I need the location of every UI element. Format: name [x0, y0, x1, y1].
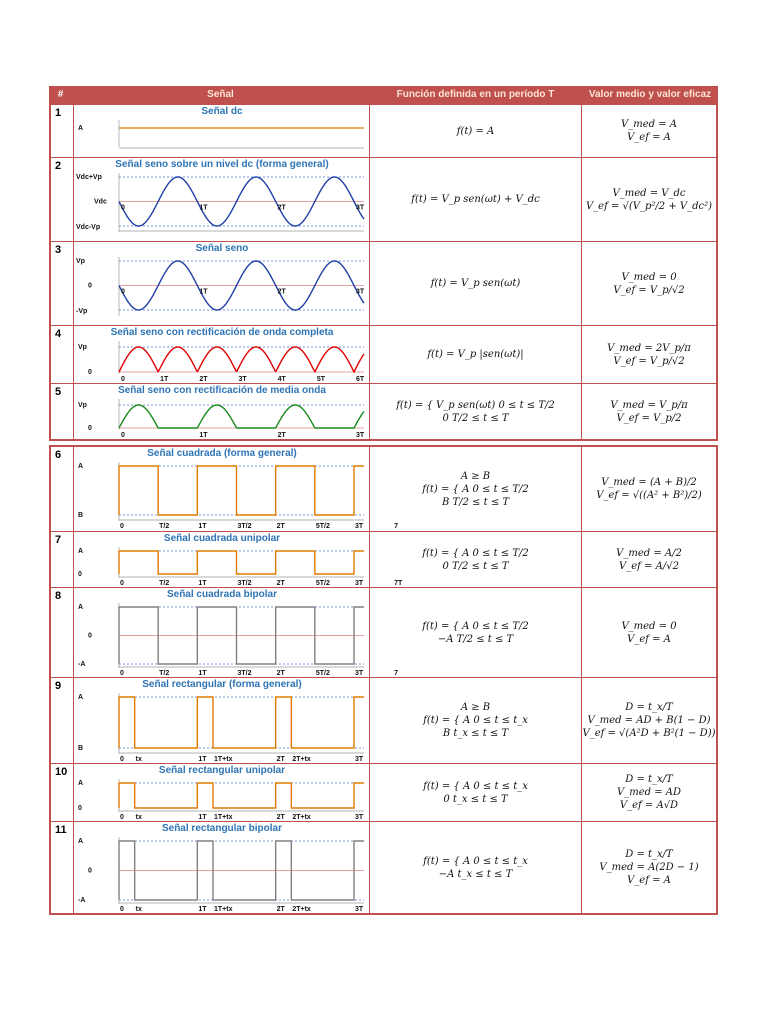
signal-trace	[119, 551, 364, 574]
values-formula: V_med = 2V_p/π V_ef = V_p/√2	[607, 342, 691, 367]
waveform-plot	[74, 326, 370, 383]
table-row	[51, 763, 716, 821]
level-label-high: A	[78, 604, 84, 611]
header-values: Valor medio y valor eficaz	[588, 89, 712, 100]
tick-label: 0	[120, 580, 124, 587]
tick-label: 2T	[277, 204, 286, 212]
values-cell	[582, 678, 716, 763]
signal-trace	[119, 405, 364, 428]
tick-label: 7	[394, 523, 399, 530]
row-number: 3	[51, 242, 74, 325]
tick-label: 0	[120, 814, 124, 821]
function-cell	[370, 822, 582, 913]
row-number: 10	[51, 764, 74, 821]
tick-label: 0	[120, 523, 124, 530]
row-number: 9	[51, 678, 74, 763]
tick-label: 0	[121, 432, 125, 439]
function-cell	[370, 532, 582, 587]
tick-label: 2T	[277, 432, 286, 439]
tick-label: 3T	[356, 432, 365, 439]
level-label-high: Vp	[78, 402, 87, 409]
tick-label: 3T/2	[237, 580, 252, 587]
function-formula: f(t) = { V_p sen(ωt) 0 ≤ t ≤ T/2 0 T/2 ≤ t ≤ T	[396, 399, 555, 424]
values-cell	[582, 158, 716, 241]
function-cell	[370, 678, 582, 763]
level-label-high: A	[78, 694, 84, 701]
tick-label: 2T	[276, 670, 285, 677]
table-row	[51, 157, 716, 241]
table-row	[51, 105, 716, 157]
level-label-low: B	[78, 745, 84, 752]
row-number: 11	[51, 822, 74, 913]
tick-label: 5T/2	[315, 580, 330, 587]
tick-label: 1T+tx	[214, 814, 233, 821]
tick-label: 4T	[277, 376, 286, 383]
waveform-plot	[74, 764, 370, 821]
tick-label: 3T/2	[237, 670, 252, 677]
values-cell	[582, 242, 716, 325]
function-cell	[370, 764, 582, 821]
signal-cell	[74, 822, 370, 913]
row-number: 2	[51, 158, 74, 241]
tick-label: 1T	[198, 756, 207, 763]
signal-title: Señal cuadrada unipolar	[163, 533, 281, 544]
signal-trace	[119, 697, 364, 748]
signal-trace	[119, 783, 364, 808]
tick-label: 2T	[199, 376, 208, 383]
table-row	[51, 677, 716, 763]
tick-label: 3T	[238, 376, 247, 383]
signal-cell	[74, 158, 370, 241]
tick-label: 3T	[355, 523, 364, 530]
signal-title: Señal cuadrada bipolar	[166, 589, 278, 600]
tick-label: 3T	[356, 288, 365, 296]
function-formula: f(t) = A	[456, 125, 495, 137]
signal-cell	[74, 678, 370, 763]
values-formula: V_med = 0 V_ef = A	[621, 620, 677, 645]
function-cell	[370, 384, 582, 439]
level-label-high: Vp	[76, 258, 85, 265]
table-row	[51, 241, 716, 325]
signal-title: Señal dc	[201, 106, 243, 117]
function-formula: A ≥ B f(t) = { A 0 ≤ t ≤ T/2 B T/2 ≤ t ≤ T	[422, 470, 529, 508]
tick-label: 5T	[316, 376, 326, 383]
values-formula: V_med = A/2 V_ef = A/√2	[616, 547, 682, 572]
signal-title: Señal seno sobre un nivel dc (forma general)	[115, 159, 329, 170]
tick-label: 3T	[356, 204, 365, 212]
waveform-plot	[74, 242, 370, 325]
tick-label: 2T	[276, 814, 285, 821]
tick-label: 2T+tx	[292, 814, 311, 821]
values-cell	[582, 105, 716, 157]
table-block-square	[49, 445, 718, 915]
waveform-plot	[74, 822, 370, 913]
values-cell	[582, 532, 716, 587]
table-row	[51, 325, 716, 383]
tick-label: 7T	[394, 580, 403, 587]
signal-title: Señal seno con rectificación de onda completa	[110, 327, 334, 338]
values-cell	[582, 384, 716, 439]
function-formula: f(t) = V_p |sen(ωt)|	[427, 349, 524, 360]
signal-title: Señal rectangular bipolar	[161, 823, 283, 834]
tick-label: 6T	[356, 376, 365, 383]
function-cell	[370, 242, 582, 325]
signal-title: Señal seno	[195, 243, 249, 254]
level-label-low: 0	[78, 805, 82, 812]
tick-label: 2T	[276, 756, 285, 763]
tick-label: 1T+tx	[214, 906, 233, 913]
waveform-plot	[74, 678, 370, 763]
values-formula: V_med = (A + B)/2 V_ef = √((A² + B²)/2)	[596, 477, 702, 501]
tick-label: T/2	[159, 670, 170, 677]
tick-label: 1T	[199, 432, 208, 439]
row-number: 6	[51, 447, 74, 531]
table-row	[51, 531, 716, 587]
level-label-zero: 0	[88, 369, 92, 376]
tick-label: 7	[394, 670, 399, 677]
values-cell	[582, 326, 716, 383]
signal-cell	[74, 447, 399, 531]
tick-label: 3T	[355, 670, 364, 677]
function-formula: A ≥ B f(t) = { A 0 ≤ t ≤ t_x B t_x ≤ t ≤ T	[423, 702, 528, 739]
tick-label: 1T	[198, 523, 207, 530]
tick-label: T/2	[159, 580, 170, 587]
table-header	[49, 86, 718, 103]
function-formula: f(t) = V_p sen(ωt) + V_dc	[411, 194, 540, 205]
waveform-plot	[74, 105, 370, 156]
tick-label: 1T	[160, 376, 169, 383]
signal-trace	[119, 347, 364, 372]
tick-label: 2T	[276, 523, 285, 530]
level-label-high: Vdc+Vp	[76, 174, 102, 181]
tick-label: 0	[121, 288, 125, 296]
tick-label: 3T	[355, 906, 364, 913]
table-row	[51, 447, 716, 531]
table-row	[51, 587, 716, 677]
level-label-high: A	[78, 548, 84, 555]
signal-cell	[74, 384, 370, 439]
tick-label: 2T+tx	[292, 756, 311, 763]
values-cell	[582, 588, 716, 677]
signal-title: Señal rectangular (forma general)	[142, 679, 302, 690]
tick-label: 0	[121, 204, 125, 212]
level-label-mid: Vdc	[94, 198, 107, 206]
values-formula: V_med = V_p/π V_ef = V_p/2	[610, 399, 688, 424]
table-block-sinusoidal	[49, 103, 718, 441]
values-cell	[582, 764, 716, 821]
waveform-plot	[74, 158, 370, 241]
values-formula: D = t_x/T V_med = AD V_ef = A√D	[617, 774, 681, 811]
function-formula: f(t) = V_p sen(ωt)	[430, 278, 521, 289]
row-number: 4	[51, 326, 74, 383]
tick-label: 1T	[198, 906, 207, 913]
row-number: 1	[51, 105, 74, 157]
tick-label: 0	[120, 906, 124, 913]
signal-title: Señal rectangular unipolar	[158, 765, 286, 776]
tick-label: 2T	[276, 906, 285, 913]
level-label-zero: 0	[88, 632, 92, 640]
signal-cell	[74, 588, 399, 677]
signal-cell	[74, 326, 370, 383]
level-label-high: A	[78, 463, 84, 470]
waveform-plot	[74, 588, 399, 677]
tick-label: 1T+tx	[214, 756, 233, 763]
tick-label: tx	[135, 814, 142, 821]
level-label-low: -A	[78, 897, 86, 904]
function-cell	[370, 158, 582, 241]
tick-label: 1T	[198, 580, 207, 587]
row-number: 8	[51, 588, 74, 677]
level-label-high: Vp	[78, 344, 87, 351]
values-formula: V_med = A V_ef = A	[621, 119, 677, 143]
level-label-low: -Vp	[76, 308, 88, 315]
level-label-zero: 0	[88, 425, 92, 432]
values-formula: V_med = V_dc V_ef = √(V_p²/2 + V_dc²)	[585, 187, 713, 212]
tick-label: 3T	[355, 814, 364, 821]
tick-label: 5T/2	[315, 523, 330, 530]
row-number: 7	[51, 532, 74, 587]
signal-cell	[74, 764, 370, 821]
tick-label: 2T+tx	[292, 906, 311, 913]
signal-title: Señal cuadrada (forma general)	[147, 448, 297, 459]
header-num: #	[57, 89, 64, 100]
function-formula: f(t) = { A 0 ≤ t ≤ t_x 0 t_x ≤ t ≤ T	[423, 780, 528, 805]
level-label-low: 0	[78, 571, 82, 578]
function-formula: f(t) = { A 0 ≤ t ≤ t_x −A t_x ≤ t ≤ T	[423, 855, 528, 880]
level-label-high: A	[78, 838, 84, 845]
waveform-plot	[74, 384, 370, 439]
tick-label: 3T	[355, 756, 364, 763]
tick-label: 1T	[199, 288, 208, 296]
values-cell	[582, 822, 716, 913]
table-row	[51, 383, 716, 439]
waveform-plot	[74, 532, 403, 587]
tick-label: 0	[120, 670, 124, 677]
level-label-mid: 0	[88, 282, 92, 290]
tick-label: 2T	[277, 288, 286, 296]
table-row	[51, 821, 716, 913]
tick-label: 3T/2	[237, 523, 252, 530]
signal-trace	[119, 466, 364, 515]
tick-label: 1T	[199, 204, 208, 212]
tick-label: 5T/2	[315, 670, 330, 677]
tick-label: 0	[120, 756, 124, 763]
values-cell	[582, 447, 716, 531]
level-label-low: -A	[78, 661, 86, 668]
function-formula: f(t) = { A 0 ≤ t ≤ T/2 0 T/2 ≤ t ≤ T	[422, 547, 529, 572]
function-cell	[370, 447, 582, 531]
tick-label: 0	[121, 376, 125, 383]
function-cell	[370, 105, 582, 157]
values-formula: V_med = 0 V_ef = V_p/√2	[613, 271, 685, 296]
function-formula: f(t) = { A 0 ≤ t ≤ T/2 −A T/2 ≤ t ≤ T	[422, 620, 529, 645]
signal-cell	[74, 242, 370, 325]
level-label-high: A	[78, 780, 84, 787]
signal-cell	[74, 532, 403, 587]
row-number: 5	[51, 384, 74, 439]
level-label-a: A	[78, 125, 84, 132]
signal-title: Señal seno con rectificación de media onda	[118, 385, 326, 396]
header-signal: Señal	[207, 89, 234, 100]
waveform-plot	[74, 447, 399, 530]
tick-label: 3T	[355, 580, 364, 587]
tick-label: 1T	[198, 670, 207, 677]
signal-cell	[74, 105, 370, 157]
function-cell	[370, 588, 582, 677]
tick-label: 1T	[198, 814, 207, 821]
tick-label: T/2	[159, 523, 170, 530]
values-formula: D = t_x/T V_med = A(2D − 1) V_ef = A	[599, 849, 699, 886]
tick-label: tx	[135, 906, 142, 913]
level-label-low: Vdc-Vp	[76, 224, 101, 231]
tick-label: tx	[135, 756, 142, 763]
level-label-low: B	[78, 512, 84, 519]
tick-label: 2T	[276, 580, 285, 587]
function-cell	[370, 326, 582, 383]
values-formula: D = t_x/T V_med = AD + B(1 − D) V_ef = √(A²D + B²(1 − D))	[582, 702, 716, 739]
level-label-zero: 0	[88, 867, 92, 875]
header-function: Función definida en un período T	[396, 89, 555, 100]
